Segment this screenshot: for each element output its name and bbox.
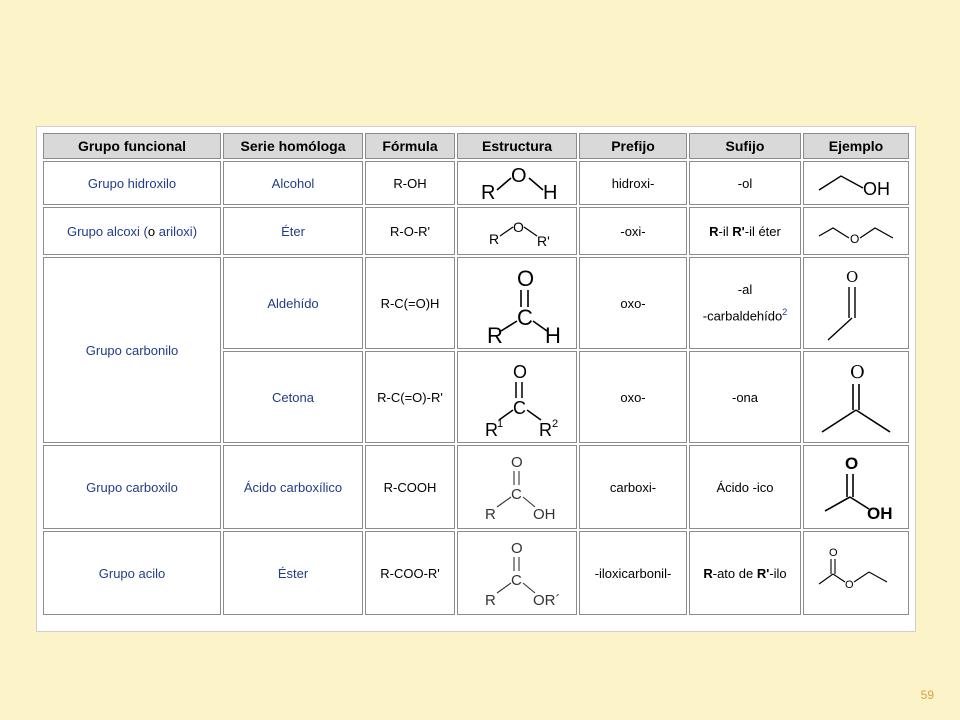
struct-label-r: R [485, 506, 496, 523]
group-acilo[interactable]: Grupo acilo [43, 531, 221, 615]
header-estructura: Estructura [457, 133, 577, 159]
header-sufijo: Sufijo [689, 133, 801, 159]
functional-groups-table [41, 131, 911, 617]
header-formula: Fórmula [365, 133, 455, 159]
struct-label-o: O [513, 219, 524, 235]
formula-alcohol: R-OH [365, 161, 455, 205]
structure-acido [457, 445, 577, 529]
struct-label-r: R [481, 182, 496, 204]
example-propanal [803, 257, 909, 349]
example-o-label: O [850, 232, 860, 246]
prefix-oxo-cetona: oxo- [579, 351, 687, 443]
struct-label-r2: R [539, 420, 552, 440]
series-eter[interactable]: Éter [223, 207, 363, 255]
suffix-ona: -ona [689, 351, 801, 443]
series-cetona[interactable]: Cetona [223, 351, 363, 443]
struct-label-c: C [511, 486, 522, 503]
prefix-oxi: -oxi- [579, 207, 687, 255]
suffix-il-eter: R-il R'-il éter [689, 207, 801, 255]
example-oh-label: OH [867, 504, 893, 523]
struct-label-c: C [517, 305, 533, 330]
suffix-aldehido: -al -carbaldehído$^2$ [689, 257, 801, 349]
struct-label-r2-sup: 2 [552, 418, 559, 430]
formula-aldehido: R-C(=O)H [365, 257, 455, 349]
example-o-label: O [829, 547, 838, 559]
group-carbonilo[interactable]: Grupo carbonilo [43, 257, 221, 443]
prefix-hidroxi: hidroxi- [579, 161, 687, 205]
suffix-ato-de-ilo: R-ato de R'-ilo [689, 531, 801, 615]
structure-cetona [457, 351, 577, 443]
example-diethyl-ether [803, 207, 909, 255]
series-alcohol[interactable]: Alcohol [223, 161, 363, 205]
table-row-carboxilo [43, 445, 909, 529]
example-acetic-acid [803, 445, 909, 529]
struct-label-oh: OH [533, 506, 556, 523]
header-row [43, 133, 909, 159]
suffix-acido-ico: Ácido -ico [689, 445, 801, 529]
struct-label-or: OR´ [533, 592, 561, 609]
table-row-alcoxi [43, 207, 909, 255]
header-grupo-funcional: Grupo funcional [43, 133, 221, 159]
formula-eter: R-O-R' [365, 207, 455, 255]
struct-label-r1-sup: 1 [497, 418, 504, 430]
prefix-carboxi: carboxi- [579, 445, 687, 529]
prefix-iloxicarbonil: -iloxicarbonil- [579, 531, 687, 615]
series-aldehido[interactable]: Aldehído [223, 257, 363, 349]
group-hidroxilo[interactable]: Grupo hidroxilo [43, 161, 221, 205]
example-o-label: O [850, 362, 865, 383]
struct-label-h: H [543, 182, 558, 204]
table-row-aldehido [43, 257, 909, 349]
struct-label-o: O [517, 266, 535, 291]
table-row-acilo [43, 531, 909, 615]
structure-ester [457, 531, 577, 615]
prefix-oxo-aldehido: oxo- [579, 257, 687, 349]
struct-label-o: O [511, 165, 527, 187]
struct-label-c: C [511, 572, 522, 589]
structure-eter [457, 207, 577, 255]
example-o-label: O [845, 454, 859, 473]
structure-alcohol [457, 161, 577, 205]
formula-acido: R-COOH [365, 445, 455, 529]
example-ethanol [803, 161, 909, 205]
struct-label-r2: R' [537, 233, 550, 249]
struct-label-o: O [511, 540, 523, 557]
group-alcoxi[interactable]: Grupo alcoxi (o ariloxi) [43, 207, 221, 255]
struct-label-h: H [545, 323, 561, 347]
series-acido-carboxilico[interactable]: Ácido carboxílico [223, 445, 363, 529]
example-o2-label: O [845, 579, 854, 591]
example-acetone [803, 351, 909, 443]
functional-groups-table-frame [36, 126, 916, 632]
structure-aldehido [457, 257, 577, 349]
formula-cetona: R-C(=O)-R' [365, 351, 455, 443]
struct-label-r1: R [485, 420, 498, 440]
example-o-label: O [846, 268, 859, 286]
struct-label-o: O [511, 454, 523, 471]
group-carboxilo[interactable]: Grupo carboxilo [43, 445, 221, 529]
header-serie-homologa: Serie homóloga [223, 133, 363, 159]
formula-ester: R-COO-R' [365, 531, 455, 615]
struct-label-r: R [485, 592, 496, 609]
header-ejemplo: Ejemplo [803, 133, 909, 159]
suffix-ol: -ol [689, 161, 801, 205]
example-oh-label: OH [863, 179, 890, 199]
struct-label-r: R [489, 231, 500, 247]
page-number: 59 [920, 688, 934, 702]
example-ethyl-acetate [803, 531, 909, 615]
table-row-hidroxilo [43, 161, 909, 205]
struct-label-r: R [487, 323, 503, 347]
header-prefijo: Prefijo [579, 133, 687, 159]
struct-label-o: O [513, 362, 528, 382]
series-ester[interactable]: Éster [223, 531, 363, 615]
struct-label-c: C [513, 398, 526, 418]
